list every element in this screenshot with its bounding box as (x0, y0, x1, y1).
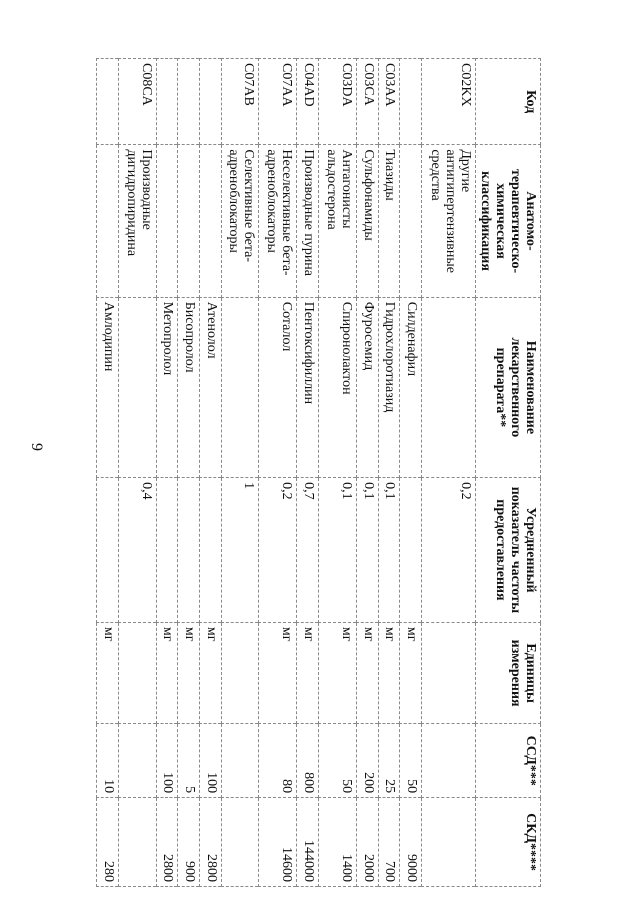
cell-ssd: 5 (178, 724, 200, 798)
header-frequency: Усредненный показатель частоты предоставления (476, 478, 541, 623)
cell-code: C04AD (297, 59, 319, 145)
cell-frequency (178, 478, 200, 623)
cell-frequency: 1 (221, 478, 259, 623)
cell-ssd: 100 (156, 724, 178, 798)
cell-atc (400, 145, 422, 297)
cell-unit: мг (319, 622, 357, 724)
header-drug: Наименование лекарственного препарата** (476, 297, 541, 477)
cell-code: C07AB (221, 59, 259, 145)
cell-drug (221, 297, 259, 477)
header-ssd: ССД*** (476, 724, 541, 798)
cell-ssd: 200 (356, 724, 378, 798)
cell-ssd (118, 724, 156, 798)
cell-unit (221, 622, 259, 724)
cell-drug: Атенолол (199, 297, 221, 477)
cell-atc: Другие антигипертензивные средства (421, 145, 475, 297)
cell-atc (156, 145, 178, 297)
cell-frequency (400, 478, 422, 623)
cell-code: C03CA (356, 59, 378, 145)
cell-atc: Производные дигидропиридина (118, 145, 156, 297)
cell-drug: Силденафил (400, 297, 422, 477)
table-row (356, 59, 378, 887)
cell-skd: 280 (97, 798, 119, 887)
cell-ssd: 25 (378, 724, 400, 798)
cell-frequency: 0,2 (259, 478, 297, 623)
table-row (178, 59, 200, 887)
cell-ssd: 50 (400, 724, 422, 798)
cell-skd: 144000 (297, 798, 319, 887)
cell-atc: Сульфонамиды (356, 145, 378, 297)
cell-drug: Спиронолактон (319, 297, 357, 477)
cell-drug: Соталол (259, 297, 297, 477)
cell-skd: 2800 (156, 798, 178, 887)
cell-frequency (97, 478, 119, 623)
cell-code (178, 59, 200, 145)
table-row (400, 59, 422, 887)
cell-code (156, 59, 178, 145)
cell-skd: 700 (378, 798, 400, 887)
cell-skd: 9000 (400, 798, 422, 887)
cell-skd: 900 (178, 798, 200, 887)
cell-skd: 2000 (356, 798, 378, 887)
rotated-table-frame (96, 58, 541, 887)
cell-code (97, 59, 119, 145)
cell-code: C03DA (319, 59, 357, 145)
cell-atc: Неселективные бета-адреноблокаторы (259, 145, 297, 297)
cell-code (199, 59, 221, 145)
cell-atc: Тиазиды (378, 145, 400, 297)
cell-frequency: 0,7 (297, 478, 319, 623)
table-container (96, 0, 541, 907)
cell-ssd: 10 (97, 724, 119, 798)
cell-unit: мг (199, 622, 221, 724)
table-row (199, 59, 221, 887)
cell-skd: 2800 (199, 798, 221, 887)
cell-frequency: 0,1 (378, 478, 400, 623)
table-header-row (476, 59, 541, 887)
table-row (259, 59, 297, 887)
cell-ssd: 50 (319, 724, 357, 798)
cell-atc (199, 145, 221, 297)
cell-drug: Амлодипин (97, 297, 119, 477)
cell-code: C07AA (259, 59, 297, 145)
table-row (421, 59, 475, 887)
cell-unit: мг (178, 622, 200, 724)
cell-ssd (221, 724, 259, 798)
cell-atc: Селективные бета-адреноблокаторы (221, 145, 259, 297)
cell-code (400, 59, 422, 145)
table-row (319, 59, 357, 887)
header-unit: Единицы измерения (476, 622, 541, 724)
cell-unit: мг (97, 622, 119, 724)
table-row (297, 59, 319, 887)
page-number: 9 (28, 443, 45, 451)
cell-unit: мг (356, 622, 378, 724)
drug-table (96, 58, 541, 887)
cell-atc (97, 145, 119, 297)
table-row (156, 59, 178, 887)
cell-ssd: 100 (199, 724, 221, 798)
cell-frequency: 0,2 (421, 478, 475, 623)
cell-code: C02KX (421, 59, 475, 145)
cell-skd: 1400 (319, 798, 357, 887)
cell-ssd: 80 (259, 724, 297, 798)
cell-frequency: 0,4 (118, 478, 156, 623)
cell-unit: мг (378, 622, 400, 724)
cell-unit: мг (259, 622, 297, 724)
header-atc: Анатомо-терапевтическо-химическая классификация (476, 145, 541, 297)
cell-unit (118, 622, 156, 724)
cell-drug: Гидрохлоротиазид (378, 297, 400, 477)
cell-atc: Производные пурина (297, 145, 319, 297)
cell-frequency: 0,1 (356, 478, 378, 623)
cell-ssd: 800 (297, 724, 319, 798)
cell-unit (421, 622, 475, 724)
cell-atc: Антагонисты альдостерона (319, 145, 357, 297)
cell-unit: мг (400, 622, 422, 724)
cell-drug (421, 297, 475, 477)
cell-code: C08CA (118, 59, 156, 145)
header-skd: СКД**** (476, 798, 541, 887)
header-code: Код (476, 59, 541, 145)
cell-atc (178, 145, 200, 297)
cell-skd (118, 798, 156, 887)
cell-unit: мг (297, 622, 319, 724)
cell-code: C03AA (378, 59, 400, 145)
table-row (118, 59, 156, 887)
table-row (221, 59, 259, 887)
cell-frequency (199, 478, 221, 623)
cell-frequency (156, 478, 178, 623)
cell-frequency: 0,1 (319, 478, 357, 623)
table-row (378, 59, 400, 887)
cell-drug: Бисопролол (178, 297, 200, 477)
cell-ssd (421, 724, 475, 798)
cell-skd: 14600 (259, 798, 297, 887)
cell-drug: Фуросемид (356, 297, 378, 477)
cell-skd (221, 798, 259, 887)
table-row (97, 59, 119, 887)
cell-drug: Пентоксифиллин (297, 297, 319, 477)
cell-unit: мг (156, 622, 178, 724)
cell-skd (421, 798, 475, 887)
cell-drug (118, 297, 156, 477)
cell-drug: Метопролол (156, 297, 178, 477)
